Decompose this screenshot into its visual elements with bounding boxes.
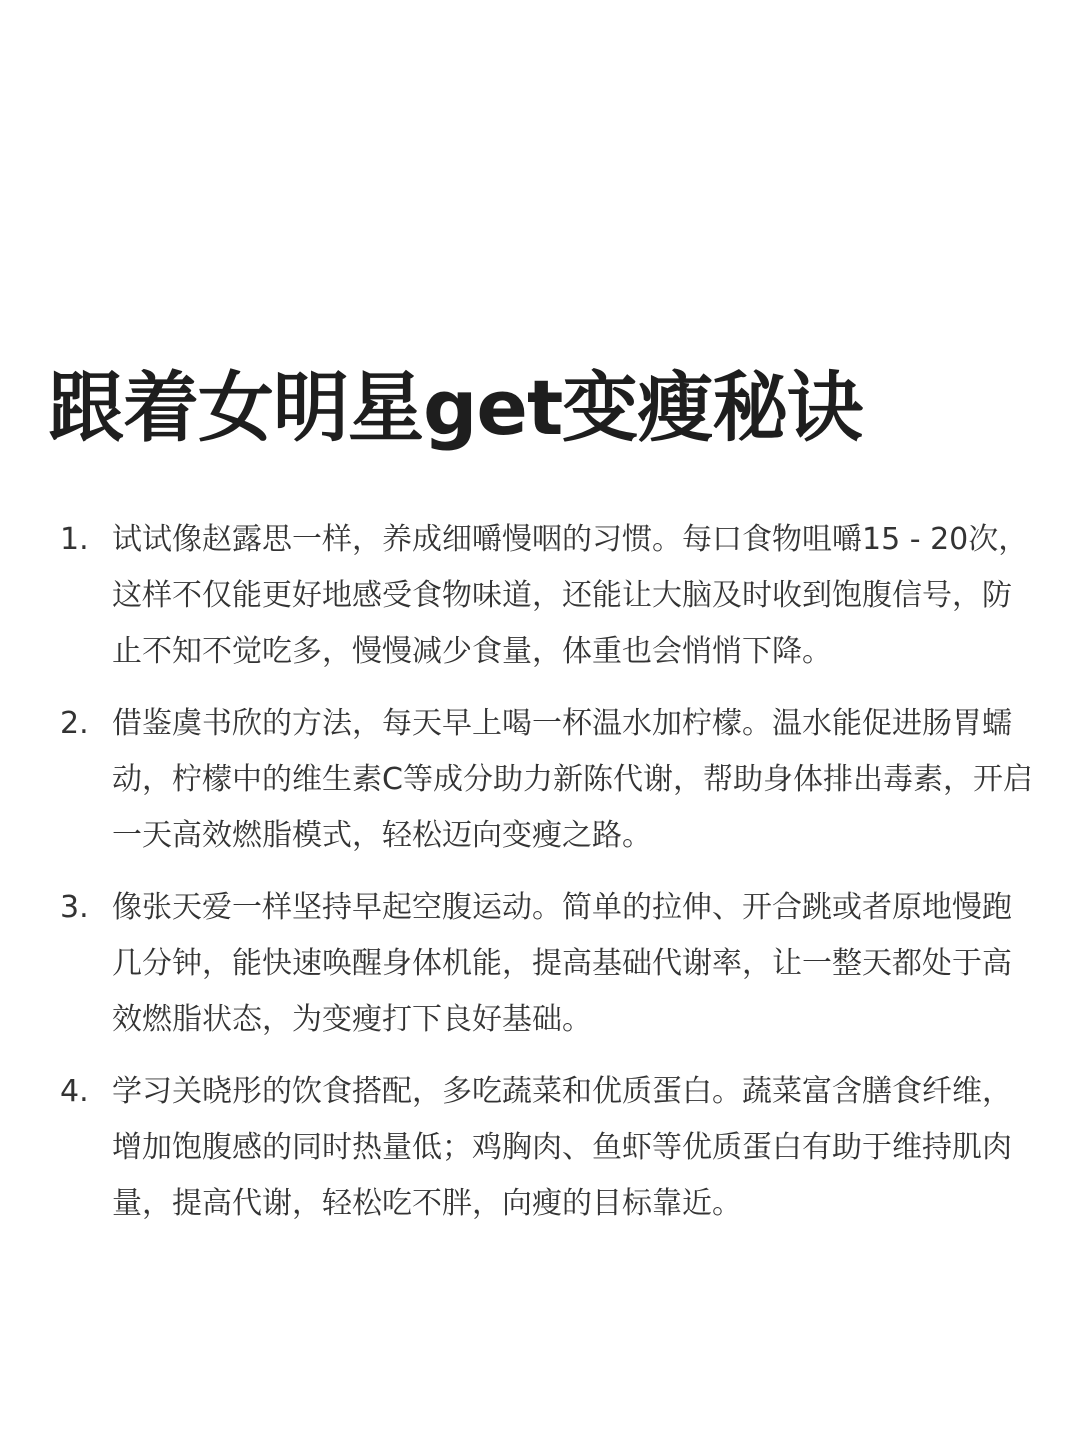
tip-item-2 bbox=[60, 696, 1035, 864]
article-title: 跟着女明星get变瘦秘诀 bbox=[48, 363, 863, 452]
tip-text: 像张天爱一样坚持早起空腹运动。简单的拉伸、开合跳或者原地慢跑几分钟，能快速唤醒身体机能，提高基础代谢率，让一整天都处于高效燃脂状态，为变瘦打下良好基础。 bbox=[112, 890, 1012, 1037]
tip-number: 2. bbox=[60, 706, 89, 741]
tips-list bbox=[60, 512, 1035, 1248]
tip-text: 学习关晓彤的饮食搭配，多吃蔬菜和优质蛋白。蔬菜富含膳食纤维，增加饱腹感的同时热量低；鸡胸肉、鱼虾等优质蛋白有助于维持肌肉量，提高代谢，轻松吃不胖，向瘦的目标靠近。 bbox=[112, 1074, 1012, 1221]
tip-number: 1. bbox=[60, 522, 89, 557]
tip-text: 借鉴虞书欣的方法，每天早上喝一杯温水加柠檬。温水能促进肠胃蠕动，柠檬中的维生素C等成分助力新陈代谢，帮助身体排出毒素，开启一天高效燃脂模式，轻松迈向变瘦之路。 bbox=[112, 706, 1033, 853]
tip-item-4 bbox=[60, 1064, 1035, 1232]
tip-text: 试试像赵露思一样，养成细嚼慢咽的习惯。每口食物咀嚼15 - 20次，这样不仅能更好地感受食物味道，还能让大脑及时收到饱腹信号，防止不知不觉吃多，慢慢减少食量，体重也会悄悄下降。 bbox=[112, 522, 1029, 669]
tip-number: 3. bbox=[60, 890, 89, 925]
tip-item-3 bbox=[60, 880, 1035, 1048]
tip-number: 4. bbox=[60, 1074, 89, 1109]
tip-item-1 bbox=[60, 512, 1035, 680]
